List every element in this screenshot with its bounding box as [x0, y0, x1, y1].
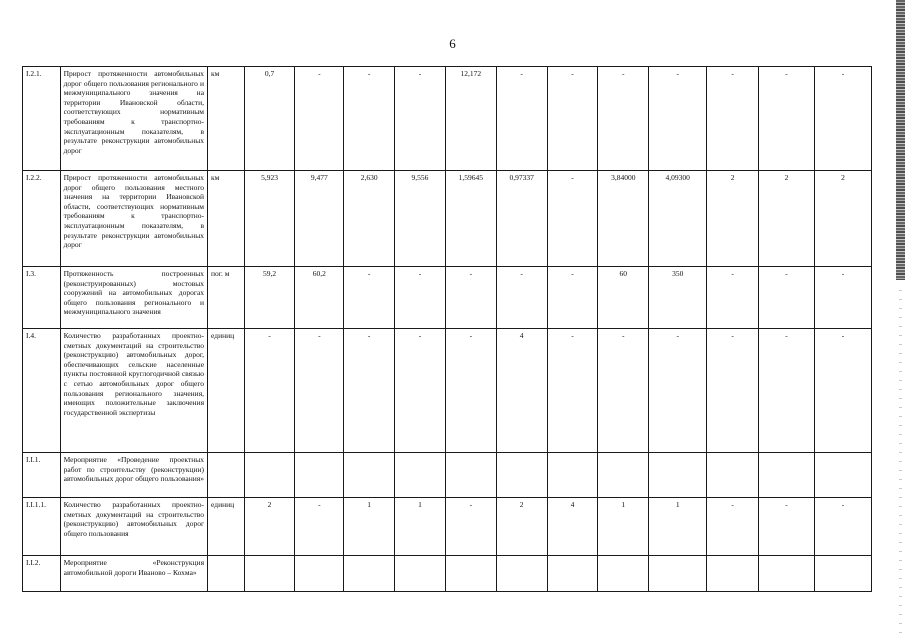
- value-cell: [244, 556, 295, 592]
- value-cell: 1: [598, 498, 649, 556]
- table-row: [23, 453, 872, 498]
- value-cell: 1: [344, 498, 395, 556]
- value-cell: [295, 556, 344, 592]
- value-cell: [707, 556, 759, 592]
- value-cell: [814, 556, 871, 592]
- value-cell: -: [759, 267, 815, 329]
- value-cell: -: [496, 267, 547, 329]
- row-code: I.I.1.1.: [23, 498, 61, 556]
- value-cell: -: [814, 329, 871, 453]
- value-cell: -: [547, 267, 598, 329]
- row-unit: [208, 453, 245, 498]
- value-cell: -: [598, 329, 649, 453]
- value-cell: -: [445, 498, 496, 556]
- table-row: [23, 267, 872, 329]
- value-cell: 9,556: [395, 171, 446, 267]
- row-code: I.2.2.: [23, 171, 61, 267]
- value-cell: [759, 453, 815, 498]
- value-cell: 59,2: [244, 267, 295, 329]
- value-cell: -: [295, 67, 344, 171]
- value-cell: [244, 453, 295, 498]
- value-cell: [445, 556, 496, 592]
- value-cell: 9,477: [295, 171, 344, 267]
- value-cell: 5,923: [244, 171, 295, 267]
- value-cell: -: [395, 267, 446, 329]
- value-cell: -: [445, 329, 496, 453]
- value-cell: [547, 453, 598, 498]
- value-cell: 2: [759, 171, 815, 267]
- row-unit: пог. м: [208, 267, 245, 329]
- value-cell: 2: [244, 498, 295, 556]
- value-cell: -: [395, 329, 446, 453]
- scan-edge-specks: [899, 290, 902, 635]
- value-cell: -: [814, 67, 871, 171]
- value-cell: [598, 453, 649, 498]
- value-cell: 2: [496, 498, 547, 556]
- value-cell: -: [344, 267, 395, 329]
- value-cell: 4,09300: [649, 171, 707, 267]
- page-number: 6: [449, 36, 456, 51]
- value-cell: -: [295, 498, 344, 556]
- table-row: [23, 498, 872, 556]
- value-cell: [295, 453, 344, 498]
- value-cell: -: [649, 329, 707, 453]
- value-cell: -: [547, 171, 598, 267]
- value-cell: 1: [649, 498, 707, 556]
- row-unit: км: [208, 171, 245, 267]
- row-description: Количество разработанных проектно-сметных документаций на строительство (реконструкцию) автомобильных дорог, обеспечивающих сельские населенные пункты постоянной круглогодичной связью с сетью автомобильных дорог общего пользования регионального значения, имеющих положительные заключения государственной экспертизы: [60, 329, 207, 453]
- value-cell: -: [707, 267, 759, 329]
- row-unit: км: [208, 67, 245, 171]
- value-cell: 2: [707, 171, 759, 267]
- value-cell: 12,172: [445, 67, 496, 171]
- value-cell: -: [649, 67, 707, 171]
- value-cell: [759, 556, 815, 592]
- row-description: Мероприятие «Проведение проектных работ по строительству (реконструкции) автомобильных дорог общего пользования»: [60, 453, 207, 498]
- row-code: I.4.: [23, 329, 61, 453]
- row-unit: единиц: [208, 329, 245, 453]
- value-cell: 60: [598, 267, 649, 329]
- value-cell: [707, 453, 759, 498]
- value-cell: [344, 453, 395, 498]
- row-description: Мероприятие «Реконструкция автомобильной дороги Иваново – Кохма»: [60, 556, 207, 592]
- value-cell: 1: [395, 498, 446, 556]
- value-cell: -: [759, 498, 815, 556]
- scan-edge-artifact: [896, 0, 905, 280]
- row-code: I.I.1.: [23, 453, 61, 498]
- value-cell: -: [814, 267, 871, 329]
- value-cell: -: [598, 67, 649, 171]
- row-unit: [208, 556, 245, 592]
- row-code: I.3.: [23, 267, 61, 329]
- value-cell: -: [759, 67, 815, 171]
- value-cell: 1,59645: [445, 171, 496, 267]
- table-row: [23, 329, 872, 453]
- row-description: Количество разработанных проектно-сметных документаций на строительство (реконструкцию) автомобильных дорог общего пользования: [60, 498, 207, 556]
- value-cell: -: [707, 329, 759, 453]
- indicators-table: [22, 66, 872, 592]
- value-cell: -: [707, 67, 759, 171]
- value-cell: [496, 453, 547, 498]
- row-unit: единиц: [208, 498, 245, 556]
- value-cell: -: [547, 329, 598, 453]
- value-cell: 350: [649, 267, 707, 329]
- value-cell: [547, 556, 598, 592]
- value-cell: -: [814, 498, 871, 556]
- value-cell: 4: [496, 329, 547, 453]
- value-cell: -: [395, 67, 446, 171]
- row-description: Протяженность построенных (реконструированных) мостовых сооружений на автомобильных дорогах общего пользования регионального и межмуниципального значения: [60, 267, 207, 329]
- table-row: [23, 556, 872, 592]
- value-cell: [649, 556, 707, 592]
- value-cell: 60,2: [295, 267, 344, 329]
- row-code: I.I.2.: [23, 556, 61, 592]
- value-cell: 0,7: [244, 67, 295, 171]
- value-cell: [344, 556, 395, 592]
- row-description: Прирост протяженности автомобильных дорог общего пользования регионального и межмуниципального значения на территории Ивановской области, соответствующих нормативным требованиям к транспортно-эксплуатационным показателям, в результате реконструкции автомобильных дорог: [60, 67, 207, 171]
- table-row: [23, 171, 872, 267]
- value-cell: [395, 453, 446, 498]
- value-cell: 0,97337: [496, 171, 547, 267]
- value-cell: -: [445, 267, 496, 329]
- table-row: [23, 67, 872, 171]
- value-cell: -: [496, 67, 547, 171]
- value-cell: [445, 453, 496, 498]
- value-cell: [814, 453, 871, 498]
- value-cell: -: [707, 498, 759, 556]
- value-cell: 3,84000: [598, 171, 649, 267]
- value-cell: [649, 453, 707, 498]
- value-cell: [496, 556, 547, 592]
- value-cell: [395, 556, 446, 592]
- value-cell: -: [759, 329, 815, 453]
- value-cell: -: [344, 67, 395, 171]
- value-cell: -: [244, 329, 295, 453]
- value-cell: -: [547, 67, 598, 171]
- value-cell: -: [344, 329, 395, 453]
- value-cell: [598, 556, 649, 592]
- value-cell: -: [295, 329, 344, 453]
- value-cell: 4: [547, 498, 598, 556]
- value-cell: 2,630: [344, 171, 395, 267]
- row-code: I.2.1.: [23, 67, 61, 171]
- value-cell: 2: [814, 171, 871, 267]
- row-description: Прирост протяженности автомобильных дорог общего пользования местного значения на территории Ивановской области, соответствующих нормативным требованиям к транспортно-эксплуатационным показателям, в результате реконструкции автомобильных дорог: [60, 171, 207, 267]
